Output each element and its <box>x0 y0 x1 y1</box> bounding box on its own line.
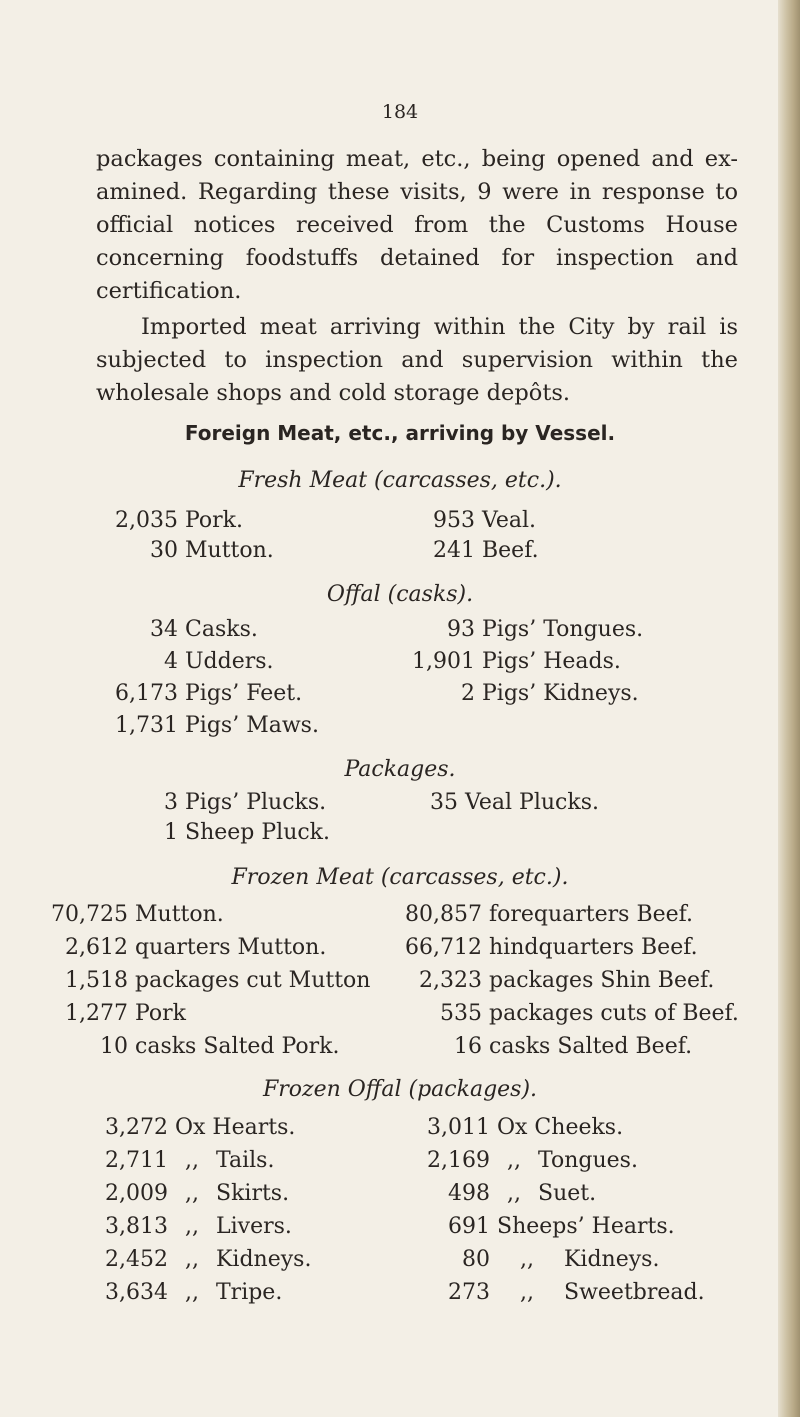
row-number: 10 <box>100 1034 128 1059</box>
row-number: 1 <box>164 820 178 845</box>
row-number: 34 <box>150 617 178 642</box>
paragraph-imported-meat: Imported meat arriving within the City by rail is subjected to inspection and supervision within the wholesale shops and cold storage depôts. <box>96 314 738 406</box>
row-number: 1,518 <box>65 968 128 993</box>
offal-left-row <box>108 615 258 645</box>
frozen-offal-right-row <box>414 1179 596 1209</box>
row-item: Pigs’ Kidneys. <box>482 681 639 706</box>
row-item: Mutton. <box>185 538 274 563</box>
frozen-left-row <box>48 933 326 963</box>
frozen-meat-heading: Frozen Meat (carcasses, etc.). <box>231 865 569 890</box>
row-number: 2,612 <box>65 935 128 960</box>
ditto-mark: ,, <box>185 1148 199 1173</box>
row-item: Pork <box>135 1001 187 1026</box>
frozen-offal-left-row <box>92 1179 289 1209</box>
row-item: casks Salted Beef. <box>489 1034 693 1059</box>
frozen-offal-right-row <box>414 1245 659 1275</box>
row-item: Veal. <box>482 508 537 533</box>
fresh-right-row <box>430 506 536 536</box>
row-item: Mutton. <box>135 902 224 927</box>
row-item: Sheep Pluck. <box>185 820 331 845</box>
row-item: Tripe. <box>216 1280 283 1305</box>
frozen-left-row <box>48 900 224 930</box>
frozen-offal-right-row <box>414 1278 705 1308</box>
ditto-mark: ,, <box>520 1280 534 1305</box>
row-item: Udders. <box>185 649 274 674</box>
offal-right-row <box>395 679 639 709</box>
packages-left-row <box>160 788 326 818</box>
row-item: Veal Plucks. <box>465 790 599 815</box>
frozen-offal-left-row <box>92 1146 274 1176</box>
frozen-left-row <box>48 999 186 1029</box>
row-number: 3,272 <box>105 1115 168 1140</box>
row-item: Sheeps’ Hearts. <box>497 1214 675 1239</box>
row-item: Pork. <box>185 508 243 533</box>
row-item: Ox Hearts. <box>175 1115 296 1140</box>
page-edge <box>778 0 800 1417</box>
row-item: Suet. <box>538 1181 597 1206</box>
frozen-right-row <box>400 933 698 963</box>
packages-right-row <box>428 788 599 818</box>
row-item: Livers. <box>216 1214 292 1239</box>
row-item: Tails. <box>216 1148 275 1173</box>
row-number: 6,173 <box>115 681 178 706</box>
row-item: packages cuts of Beef. <box>489 1001 739 1026</box>
frozen-right-row <box>400 900 693 930</box>
row-number: 93 <box>447 617 475 642</box>
row-item: Pigs’ Maws. <box>185 713 319 738</box>
row-item: Pigs’ Feet. <box>185 681 303 706</box>
row-number: 953 <box>433 508 475 533</box>
fresh-right-row <box>430 536 539 566</box>
frozen-right-row <box>400 966 714 996</box>
offal-right-row <box>395 615 643 645</box>
offal-left-row <box>108 679 302 709</box>
row-number: 2,169 <box>427 1148 490 1173</box>
row-number: 4 <box>164 649 178 674</box>
frozen-right-row <box>400 1032 692 1062</box>
row-number: 273 <box>448 1280 490 1305</box>
row-item: Tongues. <box>538 1148 638 1173</box>
row-number: 1,731 <box>115 713 178 738</box>
fresh-left-row <box>108 506 243 536</box>
paragraph-visits: packages containing meat, etc., being opened and ex-amined. Regarding these visits, 9 were in response to official notices received from the Customs House concerning foodstuffs detained for inspection and certification. <box>96 146 738 304</box>
ditto-mark: ,, <box>507 1148 521 1173</box>
fresh-meat-heading: Fresh Meat (carcasses, etc.). <box>238 468 562 493</box>
row-item: hindquarters Beef. <box>489 935 698 960</box>
row-number: 2,323 <box>419 968 482 993</box>
row-number: 3,813 <box>105 1214 168 1239</box>
frozen-offal-left-row <box>92 1278 282 1308</box>
row-item: Skirts. <box>216 1181 290 1206</box>
frozen-left-row <box>48 966 370 996</box>
section-title: Foreign Meat, etc., arriving by Vessel. <box>184 421 616 445</box>
ditto-mark: ,, <box>185 1181 199 1206</box>
frozen-offal-left-row <box>92 1245 311 1275</box>
row-number: 3 <box>164 790 178 815</box>
frozen-offal-right-row <box>414 1146 638 1176</box>
ditto-mark: ,, <box>185 1247 199 1272</box>
row-number: 2 <box>461 681 475 706</box>
row-item: Ox Cheeks. <box>497 1115 624 1140</box>
ditto-mark: ,, <box>185 1280 199 1305</box>
row-number: 535 <box>440 1001 482 1026</box>
row-item: quarters Mutton. <box>135 935 327 960</box>
row-number: 2,035 <box>115 508 178 533</box>
row-number: 3,011 <box>427 1115 490 1140</box>
row-number: 241 <box>433 538 475 563</box>
frozen-right-row <box>400 999 739 1029</box>
row-item: Pigs’ Heads. <box>482 649 621 674</box>
row-item: Kidneys. <box>564 1247 660 1272</box>
packages-left-row <box>160 818 330 848</box>
row-number: 80,857 <box>405 902 482 927</box>
frozen-offal-right-row <box>414 1212 675 1242</box>
row-item: casks Salted Pork. <box>135 1034 340 1059</box>
row-number: 2,009 <box>105 1181 168 1206</box>
row-item: forequarters Beef. <box>489 902 694 927</box>
offal-heading: Offal (casks). <box>326 582 474 607</box>
row-number: 66,712 <box>405 935 482 960</box>
offal-left-row <box>108 711 319 741</box>
frozen-offal-left-row <box>92 1113 295 1143</box>
ditto-mark: ,, <box>507 1181 521 1206</box>
page-number: 184 <box>381 101 419 123</box>
row-number: 1,901 <box>412 649 475 674</box>
row-item: Beef. <box>482 538 539 563</box>
ditto-mark: ,, <box>185 1214 199 1239</box>
row-number: 691 <box>448 1214 490 1239</box>
row-number: 2,452 <box>105 1247 168 1272</box>
row-number: 16 <box>454 1034 482 1059</box>
frozen-offal-heading: Frozen Offal (packages). <box>262 1077 538 1102</box>
row-number: 80 <box>462 1247 490 1272</box>
row-number: 1,277 <box>65 1001 128 1026</box>
packages-heading: Packages. <box>344 757 456 782</box>
row-number: 35 <box>430 790 458 815</box>
frozen-offal-left-row <box>92 1212 292 1242</box>
frozen-left-row <box>48 1032 340 1062</box>
ditto-mark: ,, <box>520 1247 534 1272</box>
fresh-left-row <box>108 536 274 566</box>
frozen-offal-right-row <box>414 1113 623 1143</box>
row-item: Casks. <box>185 617 258 642</box>
row-number: 2,711 <box>105 1148 168 1173</box>
row-item: packages Shin Beef. <box>489 968 715 993</box>
row-number: 30 <box>150 538 178 563</box>
row-item: Sweetbread. <box>564 1280 705 1305</box>
row-item: Pigs’ Plucks. <box>185 790 327 815</box>
row-item: Pigs’ Tongues. <box>482 617 644 642</box>
row-number: 70,725 <box>51 902 128 927</box>
offal-left-row <box>108 647 274 677</box>
row-number: 3,634 <box>105 1280 168 1305</box>
row-item: Kidneys. <box>216 1247 312 1272</box>
row-number: 498 <box>448 1181 490 1206</box>
row-item: packages cut Mutton <box>135 968 371 993</box>
offal-right-row <box>395 647 621 677</box>
